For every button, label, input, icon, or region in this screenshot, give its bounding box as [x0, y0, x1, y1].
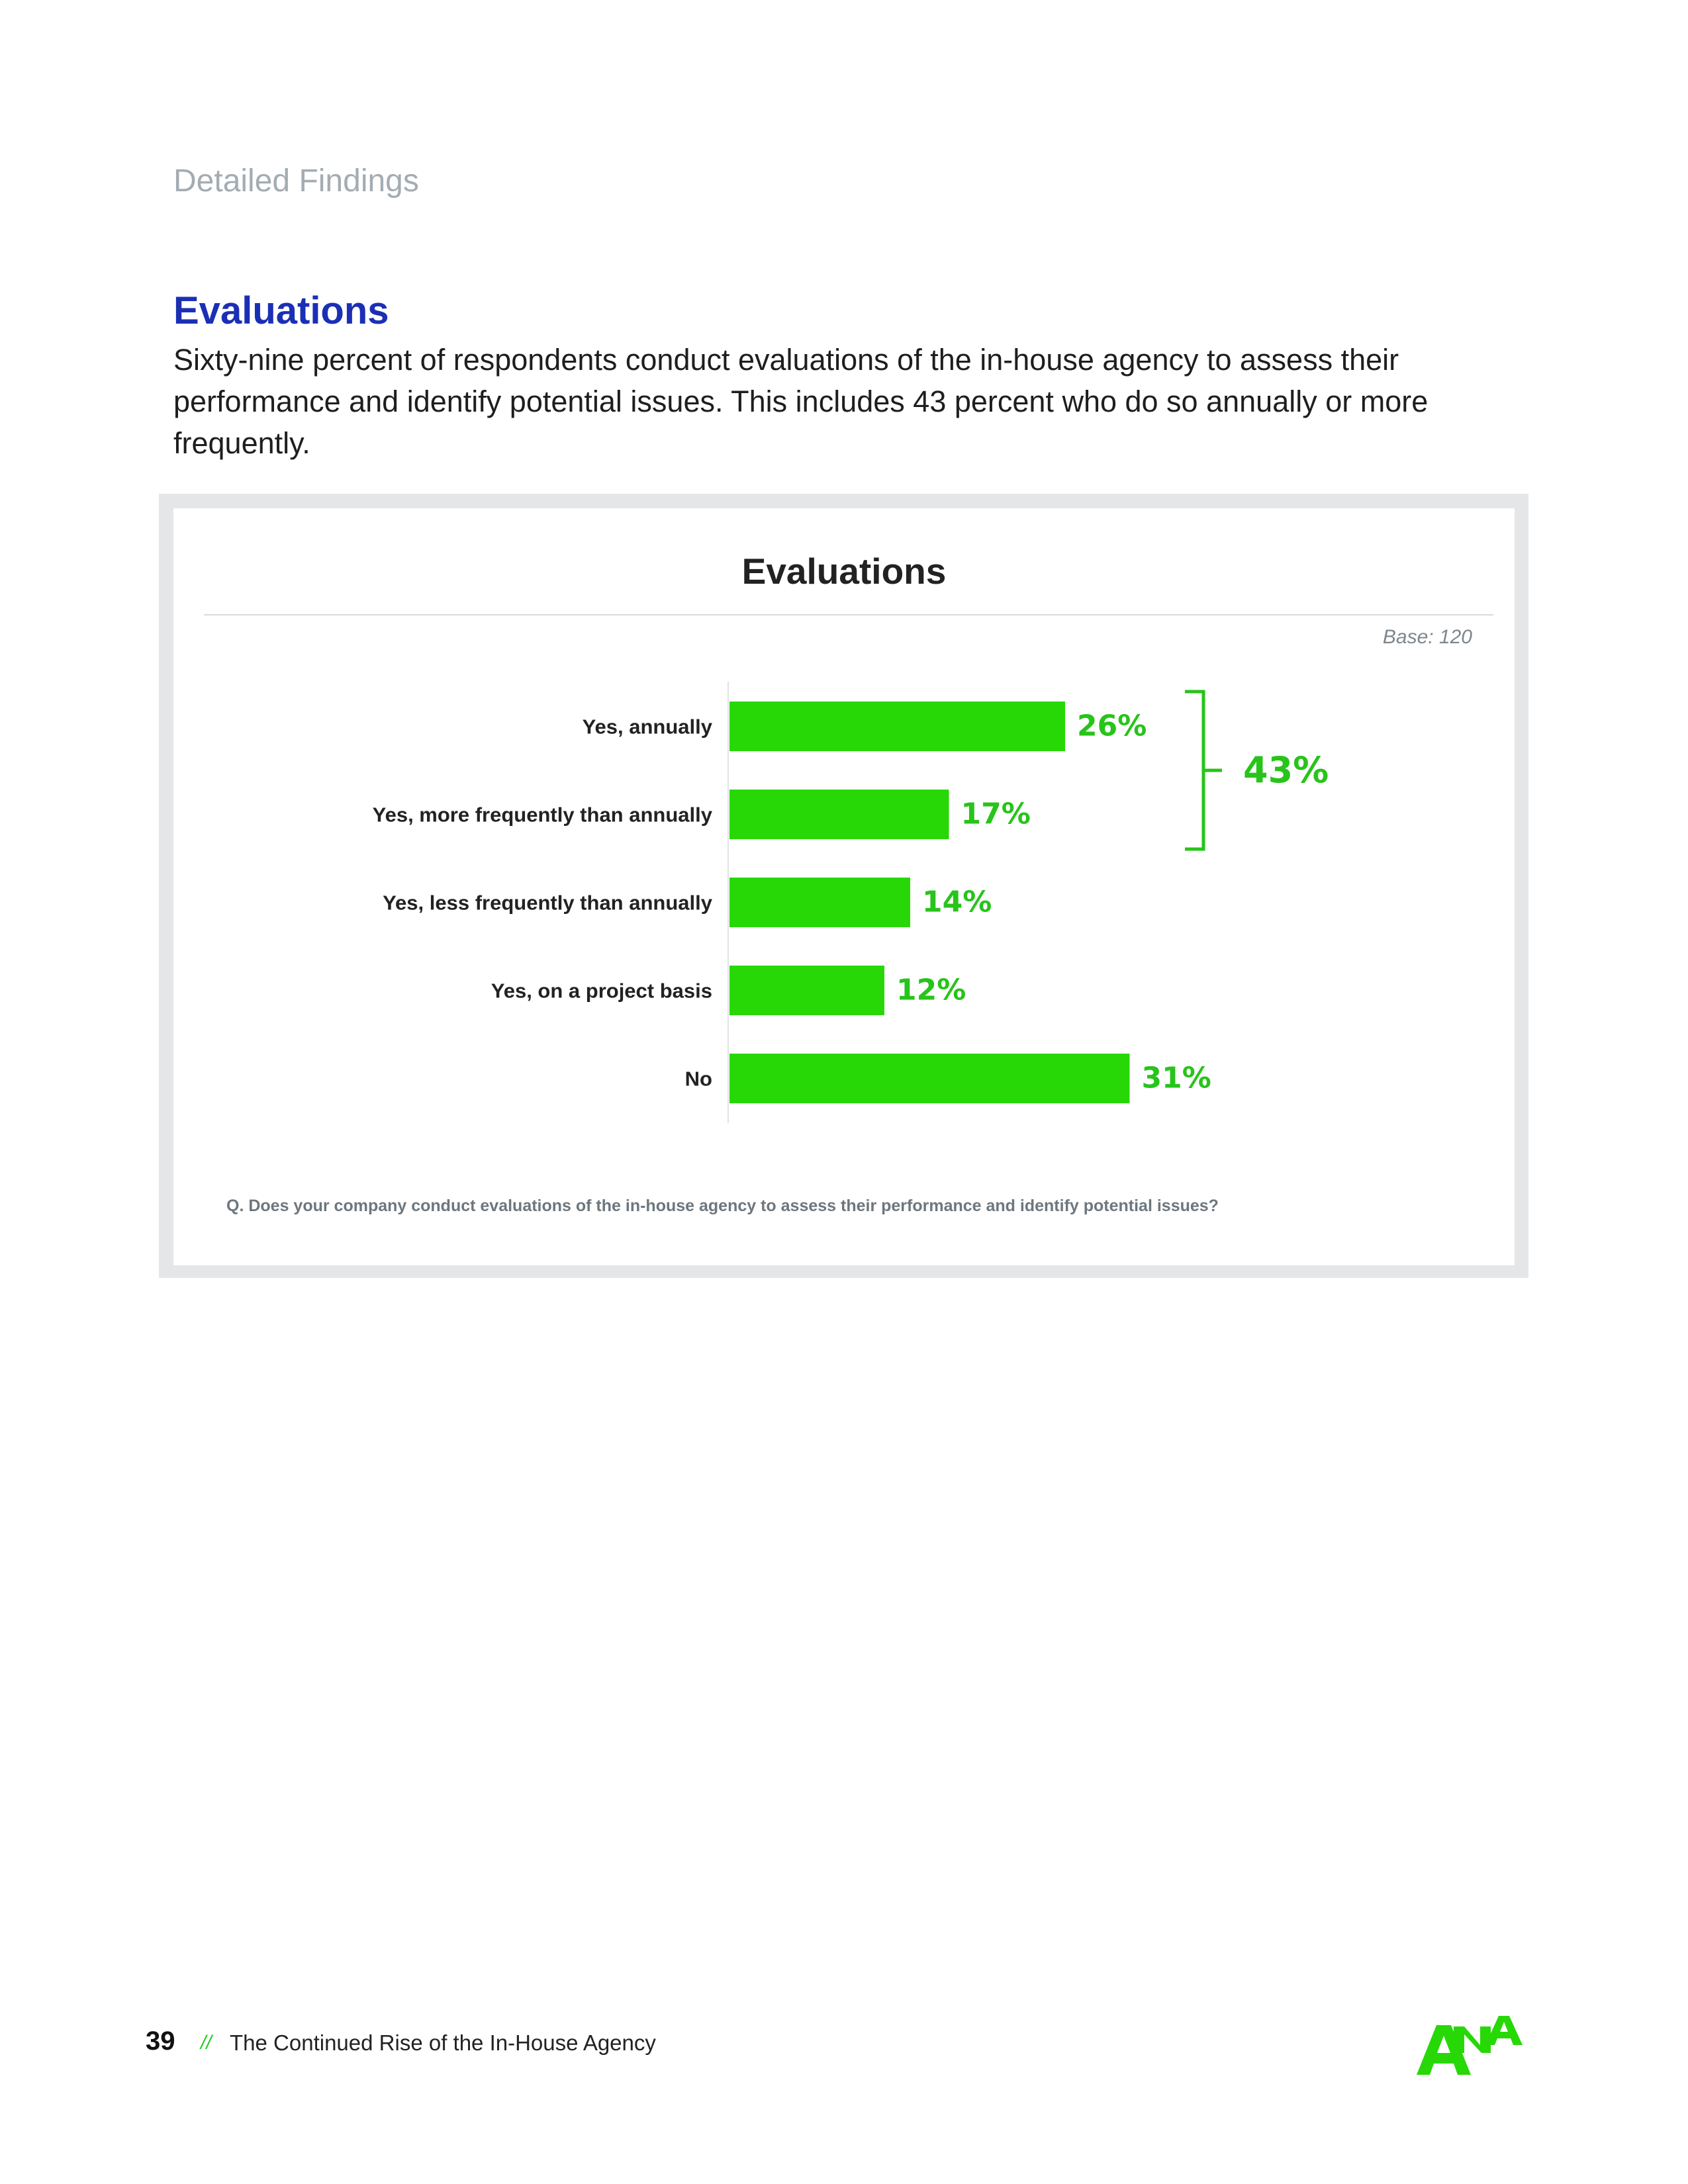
value-label: 12%: [896, 973, 966, 1007]
ana-logo: [1417, 2012, 1523, 2078]
bracket-label: 43%: [1243, 749, 1329, 791]
bar: [729, 878, 910, 927]
footer-title: The Continued Rise of the In-House Agency: [230, 2030, 656, 2055]
base-note: Base: 120: [1382, 626, 1472, 648]
category-label: Yes, annually: [582, 715, 712, 739]
bracket: [1185, 692, 1222, 849]
page-heading: Evaluations: [173, 289, 389, 332]
category-label: Yes, less frequently than annually: [383, 891, 712, 915]
category-label: No: [684, 1067, 712, 1091]
value-label: 14%: [922, 885, 992, 919]
category-label: Yes, more frequently than annually: [372, 803, 712, 827]
page-number: 39: [146, 2026, 175, 2056]
section-label: Detailed Findings: [173, 163, 419, 199]
category-label: Yes, on a project basis: [491, 979, 712, 1003]
bar: [729, 1054, 1130, 1103]
value-label: 31%: [1141, 1061, 1211, 1095]
bar: [729, 790, 949, 839]
bar: [729, 702, 1065, 751]
footer-separator: //: [201, 2032, 212, 2054]
value-label: 17%: [961, 797, 1031, 831]
chart-card: [173, 508, 1515, 1265]
intro-paragraph: Sixty-nine percent of respondents conduct evaluations of the in-house agency to assess their performance and identify potential issues. This includes 43 percent who do so annually or more frequently.: [173, 343, 1429, 460]
survey-question: Q. Does your company conduct evaluations of the in-house agency to assess their performance and identify potential issues?: [226, 1197, 1219, 1215]
bar: [729, 966, 884, 1015]
bar-chart: [173, 508, 1515, 1170]
chart-title: Evaluations: [741, 551, 947, 592]
logo-letter-n: [1454, 2026, 1491, 2053]
value-label: 26%: [1077, 709, 1147, 743]
